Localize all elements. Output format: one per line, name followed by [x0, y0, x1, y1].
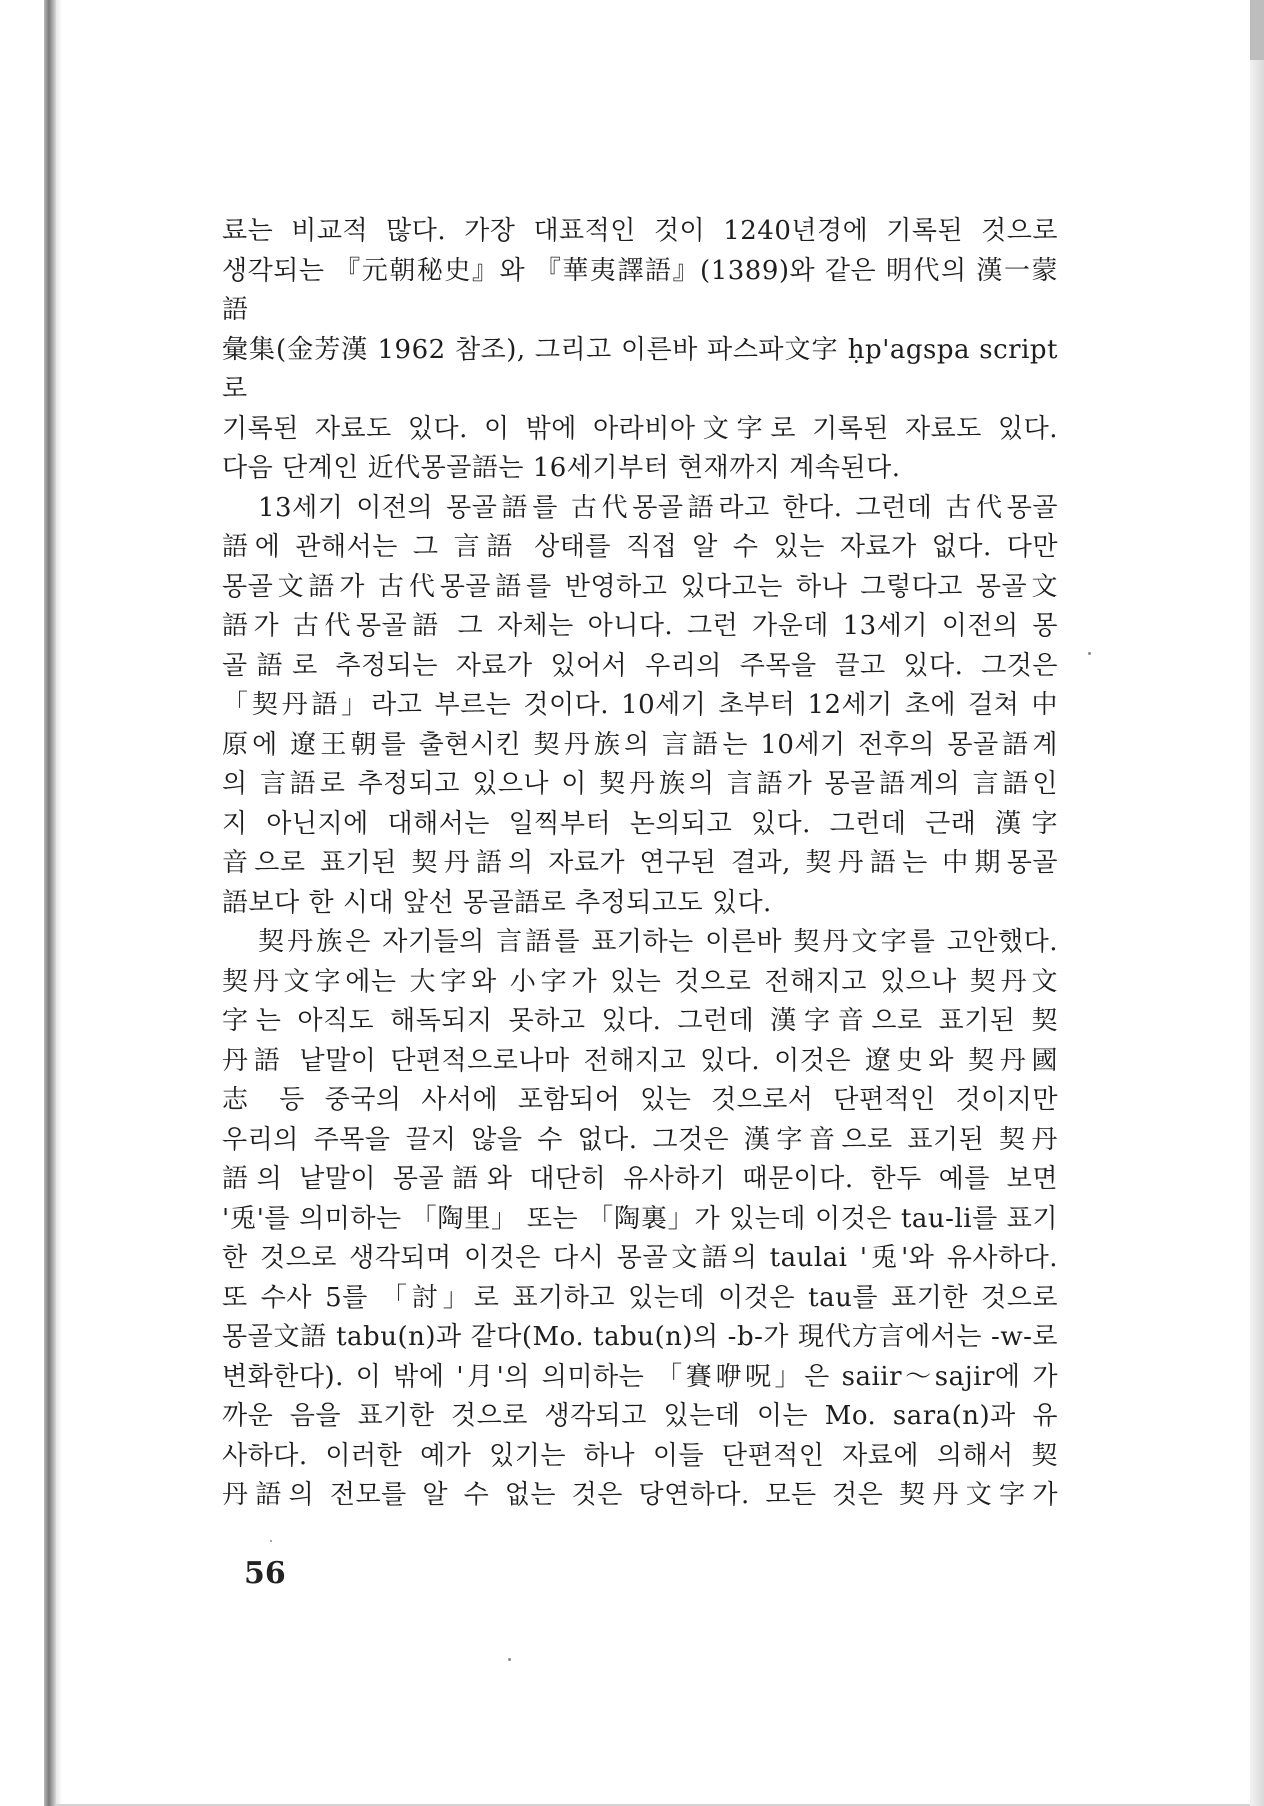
text-line: 丹語의 전모를 알 수 없는 것은 당연하다. 모든 것은 契丹文字가	[222, 1480, 1058, 1510]
text-line: 기록된 자료도 있다. 이 밖에 아라비아文字로 기록된 자료도 있다.	[222, 413, 1058, 444]
text-line: 료는 비교적 많다. 가장 대표적인 것이 1240년경에 기록된 것으로	[222, 216, 1058, 246]
text-line: '兎'를 의미하는 「陶里」 또는 「陶裏」가 있는데 이것은 tau-li를 표기	[222, 1203, 1058, 1234]
text-line: 「契丹語」라고 부르는 것이다. 10세기 초부터 12세기 초에 걸쳐 中	[222, 690, 1058, 720]
text-line: 音으로 표기된 契丹語의 자료가 연구된 결과, 契丹語는 中期몽골	[222, 848, 1058, 878]
text-line: 原에 遼王朝를 출현시킨 契丹族의 言語는 10세기 전후의 몽골語계	[222, 729, 1058, 760]
text-line: 契丹族은 자기들의 言語를 표기하는 이른바 契丹文字를 고안했다.	[258, 927, 1058, 957]
text-line: 우리의 주목을 끌지 않을 수 없다. 그것은 漢字音으로 표기된 契丹	[222, 1124, 1058, 1155]
page-number: 56	[244, 1556, 286, 1591]
spine-shadow	[56, 0, 62, 1806]
text-line: 語가 古代몽골語 그 자체는 아니다. 그런 가운데 13세기 이전의 몽	[222, 611, 1058, 641]
text-line: 다음 단계인 近代몽골語는 16세기부터 현재까지 계속된다.	[222, 453, 901, 483]
text-line: 語에 관해서는 그 言語 상태를 직접 알 수 있는 자료가 없다. 다만	[222, 532, 1058, 562]
page-corner-mark	[1250, 0, 1264, 60]
text-line: 13세기 이전의 몽골語를 古代몽골語라고 한다. 그런데 古代몽골	[258, 492, 1058, 523]
text-line: 골語로 추정되는 자료가 있어서 우리의 주목을 끌고 있다. 그것은	[222, 650, 1058, 681]
text-line: 語보다 한 시대 앞선 몽골語로 추정되고도 있다.	[222, 887, 772, 918]
text-line: 까운 음을 표기한 것으로 생각되고 있는데 이는 Mo. sara(n)과 유	[222, 1401, 1058, 1431]
text-line: 또 수사 5를 「討」로 표기하고 있는데 이것은 tau를 표기한 것으로	[222, 1282, 1058, 1313]
text-line: 생각되는 『元朝秘史』와 『華夷譯語』(1389)와 같은 明代의 漢一蒙語	[222, 255, 1058, 325]
text-line: 志 등 중국의 사서에 포함되어 있는 것으로서 단편적인 것이지만	[222, 1085, 1058, 1115]
text-line: 변화한다). 이 밖에 '月'의 의미하는 「賽咿呪」은 saiir～sajir에 가	[222, 1361, 1058, 1392]
text-line: 彙集(金芳漢 1962 참조), 그리고 이른바 파스파文字 ḥp'agspa script로	[222, 334, 1058, 404]
text-line: 丹語 낱말이 단편적으로나마 전해지고 있다. 이것은 遼史와 契丹國	[222, 1045, 1058, 1076]
text-line: 지 아닌지에 대해서는 일찍부터 논의되고 있다. 그런데 근래 漢字	[222, 808, 1058, 839]
text-line: 사하다. 이러한 예가 있기는 하나 이들 단편적인 자료에 의해서 契	[222, 1440, 1058, 1471]
text-line: 몽골文語 tabu(n)과 같다(Mo. tabu(n)의 -b-가 現代方言에서는 -w-로	[222, 1322, 1058, 1352]
text-line: 契丹文字에는 大字와 小字가 있는 것으로 전해지고 있으나 契丹文	[222, 966, 1058, 997]
text-line: 몽골文語가 古代몽골語를 반영하고 있다고는 하나 그렇다고 몽골文	[222, 571, 1059, 602]
page-text-body	[222, 212, 1058, 1516]
page-right-edge	[1250, 0, 1264, 1806]
text-line: 語의 낱말이 몽골語와 대단히 유사하기 때문이다. 한두 예를 보면	[222, 1164, 1058, 1194]
paper-speck	[508, 1658, 511, 1661]
paper-speck	[270, 1540, 272, 1542]
book-spine	[44, 0, 56, 1806]
text-line: 의 言語로 추정되고 있으나 이 契丹族의 言語가 몽골語계의 言語인	[222, 769, 1058, 799]
text-line: 한 것으로 생각되며 이것은 다시 몽골文語의 taulai '兎'와 유사하다.	[222, 1243, 1058, 1273]
text-line: 字는 아직도 해독되지 못하고 있다. 그런데 漢字音으로 표기된 契	[222, 1006, 1058, 1036]
paper-speck	[1088, 652, 1091, 655]
